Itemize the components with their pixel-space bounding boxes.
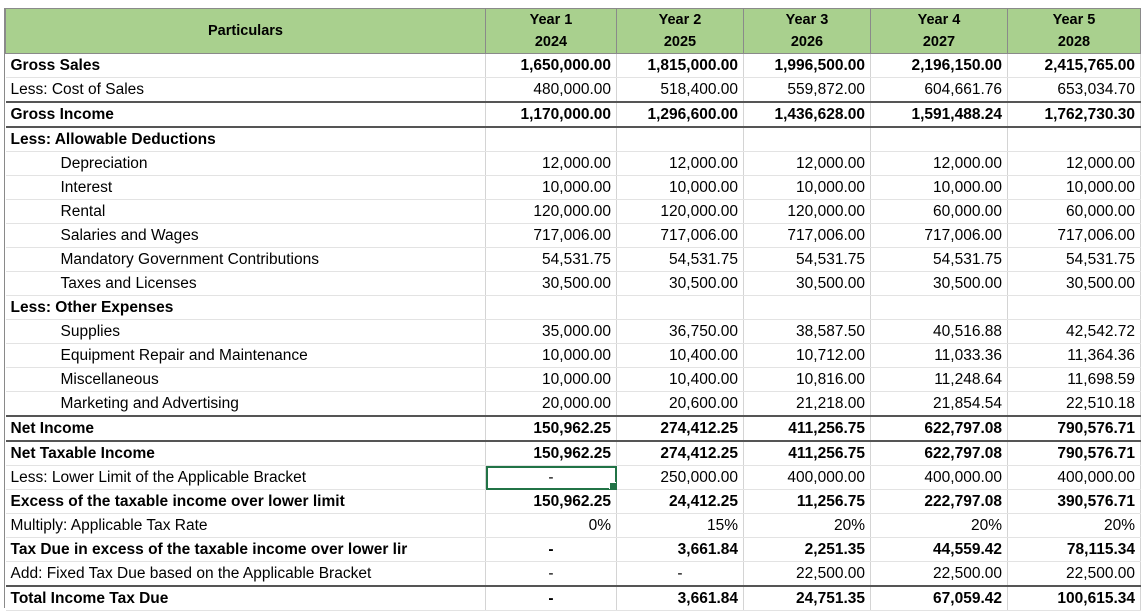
cell-year-2[interactable] (617, 127, 744, 152)
header-year-label[interactable]: Year 3 (744, 9, 871, 32)
row-label[interactable]: Salaries and Wages (6, 224, 486, 248)
cell-year-2[interactable]: 1,296,600.00 (617, 102, 744, 127)
cell-year-5[interactable]: 12,000.00 (1008, 152, 1141, 176)
row-mandatory (6, 248, 1141, 272)
row-excess (6, 490, 1141, 514)
cell-year-5[interactable]: 54,531.75 (1008, 248, 1141, 272)
row-label[interactable]: Gross Income (6, 102, 486, 127)
cell-year-2[interactable] (617, 296, 744, 320)
cell-year-3[interactable]: 10,816.00 (744, 368, 871, 392)
row-label[interactable]: Less: Lower Limit of the Applicable Bracket (6, 466, 486, 490)
row-equipment (6, 344, 1141, 368)
cell-year-2[interactable]: 20,600.00 (617, 392, 744, 417)
cell-year-2[interactable]: - (617, 562, 744, 587)
cell-year-2[interactable]: 3,661.84 (617, 538, 744, 562)
cell-year-4[interactable]: 20% (871, 514, 1008, 538)
cell-year-4[interactable] (871, 127, 1008, 152)
header-year-label[interactable]: Year 5 (1008, 9, 1141, 32)
cell-year-4[interactable]: 67,059.42 (871, 586, 1008, 611)
cell-year-5[interactable]: 100,615.34 (1008, 586, 1141, 611)
cell-year-1[interactable]: 150,962.25 (486, 441, 617, 466)
row-label[interactable]: Total Income Tax Due (6, 586, 486, 611)
cell-year-1[interactable]: 54,531.75 (486, 248, 617, 272)
cell-year-5[interactable]: 790,576.71 (1008, 416, 1141, 441)
cell-year-3[interactable]: 20% (744, 514, 871, 538)
cell-year-3[interactable]: 717,006.00 (744, 224, 871, 248)
cell-year-1[interactable]: - (486, 562, 617, 587)
cell-year-4[interactable]: 60,000.00 (871, 200, 1008, 224)
selected-cell[interactable]: - (486, 466, 617, 490)
cell-year-4[interactable]: 400,000.00 (871, 466, 1008, 490)
header-year-label[interactable]: Year 1 (486, 9, 617, 32)
cell-year-5[interactable]: 60,000.00 (1008, 200, 1141, 224)
row-label[interactable]: Mandatory Government Contributions (6, 248, 486, 272)
row-allowable-deductions (6, 127, 1141, 152)
header-year-value[interactable]: 2024 (486, 31, 617, 54)
cell-year-4[interactable]: 604,661.76 (871, 78, 1008, 103)
cell-year-4[interactable]: 1,591,488.24 (871, 102, 1008, 127)
cell-year-4[interactable]: 40,516.88 (871, 320, 1008, 344)
cell-year-4[interactable]: 11,248.64 (871, 368, 1008, 392)
row-label[interactable]: Excess of the taxable income over lower limit (6, 490, 486, 514)
cell-year-3[interactable]: 38,587.50 (744, 320, 871, 344)
cell-year-1[interactable]: 150,962.25 (486, 416, 617, 441)
cell-year-5[interactable]: 42,542.72 (1008, 320, 1141, 344)
cell-year-1[interactable] (486, 127, 617, 152)
cell-year-2[interactable]: 10,400.00 (617, 368, 744, 392)
row-label[interactable]: Less: Allowable Deductions (6, 127, 486, 152)
header-year-label[interactable]: Year 2 (617, 9, 744, 32)
cell-year-4[interactable]: 22,500.00 (871, 562, 1008, 587)
cell-year-2[interactable]: 15% (617, 514, 744, 538)
cell-year-3[interactable]: 24,751.35 (744, 586, 871, 611)
row-fixed-tax (6, 562, 1141, 587)
row-label[interactable]: Taxes and Licenses (6, 272, 486, 296)
row-label[interactable]: Marketing and Advertising (6, 392, 486, 417)
cell-year-1[interactable]: 0% (486, 514, 617, 538)
row-label[interactable]: Gross Sales (6, 54, 486, 78)
cell-year-2[interactable]: 24,412.25 (617, 490, 744, 514)
cell-year-5[interactable]: 22,500.00 (1008, 562, 1141, 587)
cell-year-1[interactable]: 10,000.00 (486, 344, 617, 368)
header-year-value[interactable]: 2028 (1008, 31, 1141, 54)
row-taxes-licenses (6, 272, 1141, 296)
cell-year-3[interactable]: 21,218.00 (744, 392, 871, 417)
row-tax-rate (6, 514, 1141, 538)
row-net-taxable (6, 441, 1141, 466)
cell-year-4[interactable]: 54,531.75 (871, 248, 1008, 272)
cell-year-1[interactable]: 12,000.00 (486, 152, 617, 176)
cell-year-5[interactable]: 20% (1008, 514, 1141, 538)
cell-year-2[interactable]: 30,500.00 (617, 272, 744, 296)
row-label[interactable]: Rental (6, 200, 486, 224)
cell-year-4[interactable]: 622,797.08 (871, 441, 1008, 466)
cell-year-5[interactable]: 30,500.00 (1008, 272, 1141, 296)
cell-year-3[interactable]: 120,000.00 (744, 200, 871, 224)
cell-year-2[interactable]: 274,412.25 (617, 441, 744, 466)
cell-year-1[interactable]: 30,500.00 (486, 272, 617, 296)
cell-year-1[interactable]: 1,170,000.00 (486, 102, 617, 127)
cell-year-2[interactable]: 120,000.00 (617, 200, 744, 224)
cell-year-4[interactable] (871, 296, 1008, 320)
cell-year-4[interactable]: 12,000.00 (871, 152, 1008, 176)
cell-year-3[interactable]: 12,000.00 (744, 152, 871, 176)
cell-year-5[interactable]: 400,000.00 (1008, 466, 1141, 490)
row-label[interactable]: Tax Due in excess of the taxable income over lower lir (6, 538, 486, 562)
cell-year-3[interactable]: 559,872.00 (744, 78, 871, 103)
cell-year-5[interactable] (1008, 296, 1141, 320)
cell-year-3[interactable]: 2,251.35 (744, 538, 871, 562)
cell-year-5[interactable] (1008, 127, 1141, 152)
row-other-expenses (6, 296, 1141, 320)
row-lower-limit (6, 466, 1141, 490)
cell-year-2[interactable]: 518,400.00 (617, 78, 744, 103)
cell-year-5[interactable]: 22,510.18 (1008, 392, 1141, 417)
header-year-label[interactable]: Year 4 (871, 9, 1008, 32)
cell-year-4[interactable]: 222,797.08 (871, 490, 1008, 514)
cell-year-3[interactable]: 1,996,500.00 (744, 54, 871, 78)
row-cost-of-sales (6, 78, 1141, 103)
cell-year-3[interactable]: 411,256.75 (744, 441, 871, 466)
cell-year-2[interactable]: 250,000.00 (617, 466, 744, 490)
cell-year-3[interactable]: 1,436,628.00 (744, 102, 871, 127)
cell-year-4[interactable]: 717,006.00 (871, 224, 1008, 248)
row-label[interactable]: Interest (6, 176, 486, 200)
cell-year-5[interactable]: 11,364.36 (1008, 344, 1141, 368)
cell-year-2[interactable]: 54,531.75 (617, 248, 744, 272)
cell-year-3[interactable]: 10,712.00 (744, 344, 871, 368)
row-label[interactable]: Less: Cost of Sales (6, 78, 486, 103)
cell-year-1[interactable]: - (486, 538, 617, 562)
cell-year-1[interactable]: 1,650,000.00 (486, 54, 617, 78)
cell-year-4[interactable]: 10,000.00 (871, 176, 1008, 200)
cell-year-4[interactable]: 30,500.00 (871, 272, 1008, 296)
cell-year-4[interactable]: 44,559.42 (871, 538, 1008, 562)
header-year-value[interactable]: 2027 (871, 31, 1008, 54)
cell-year-5[interactable]: 790,576.71 (1008, 441, 1141, 466)
cell-year-5[interactable]: 653,034.70 (1008, 78, 1141, 103)
cell-year-4[interactable]: 21,854.54 (871, 392, 1008, 417)
header-year-value[interactable]: 2026 (744, 31, 871, 54)
row-gross-sales (6, 54, 1141, 78)
cell-year-3[interactable]: 22,500.00 (744, 562, 871, 587)
cell-year-2[interactable]: 36,750.00 (617, 320, 744, 344)
row-label[interactable]: Depreciation (6, 152, 486, 176)
cell-year-3[interactable]: 400,000.00 (744, 466, 871, 490)
row-label[interactable]: Multiply: Applicable Tax Rate (6, 514, 486, 538)
row-label[interactable]: Equipment Repair and Maintenance (6, 344, 486, 368)
cell-year-2[interactable]: 12,000.00 (617, 152, 744, 176)
row-tax-excess (6, 538, 1141, 562)
cell-year-1[interactable]: 10,000.00 (486, 176, 617, 200)
row-label[interactable]: Less: Other Expenses (6, 296, 486, 320)
cell-year-3[interactable]: 30,500.00 (744, 272, 871, 296)
header-year-value[interactable]: 2025 (617, 31, 744, 54)
row-label[interactable]: Net Taxable Income (6, 441, 486, 466)
row-total-tax (6, 586, 1141, 611)
cell-year-3[interactable] (744, 127, 871, 152)
cell-year-5[interactable]: 1,762,730.30 (1008, 102, 1141, 127)
cell-year-2[interactable]: 1,815,000.00 (617, 54, 744, 78)
cell-year-3[interactable]: 10,000.00 (744, 176, 871, 200)
cell-year-1[interactable]: 120,000.00 (486, 200, 617, 224)
row-net-income (6, 416, 1141, 441)
cell-year-1[interactable]: 480,000.00 (486, 78, 617, 103)
cell-year-4[interactable]: 11,033.36 (871, 344, 1008, 368)
row-rental (6, 200, 1141, 224)
cell-year-5[interactable]: 10,000.00 (1008, 176, 1141, 200)
cell-year-1[interactable]: 35,000.00 (486, 320, 617, 344)
cell-year-2[interactable]: 274,412.25 (617, 416, 744, 441)
fill-handle[interactable] (609, 482, 617, 490)
cell-year-1[interactable] (486, 296, 617, 320)
cell-year-4[interactable]: 622,797.08 (871, 416, 1008, 441)
row-depreciation (6, 152, 1141, 176)
header-particulars[interactable]: Particulars (6, 9, 486, 54)
row-marketing (6, 392, 1141, 417)
cell-year-1[interactable]: 717,006.00 (486, 224, 617, 248)
row-supplies (6, 320, 1141, 344)
cell-year-5[interactable]: 78,115.34 (1008, 538, 1141, 562)
cell-year-1[interactable]: - (486, 586, 617, 611)
cell-year-3[interactable] (744, 296, 871, 320)
cell-year-3[interactable]: 411,256.75 (744, 416, 871, 441)
cell-year-5[interactable]: 390,576.71 (1008, 490, 1141, 514)
row-misc (6, 368, 1141, 392)
cell-year-2[interactable]: 3,661.84 (617, 586, 744, 611)
cell-year-3[interactable]: 54,531.75 (744, 248, 871, 272)
cell-year-5[interactable]: 11,698.59 (1008, 368, 1141, 392)
cell-year-4[interactable]: 2,196,150.00 (871, 54, 1008, 78)
cell-year-2[interactable]: 10,000.00 (617, 176, 744, 200)
row-gross-income (6, 102, 1141, 127)
cell-year-5[interactable]: 717,006.00 (1008, 224, 1141, 248)
cell-year-1[interactable]: 150,962.25 (486, 490, 617, 514)
cell-year-1[interactable]: 10,000.00 (486, 368, 617, 392)
row-salaries (6, 224, 1141, 248)
row-interest (6, 176, 1141, 200)
cell-year-5[interactable]: 2,415,765.00 (1008, 54, 1141, 78)
income-tax-table (5, 8, 1141, 611)
row-label[interactable]: Supplies (6, 320, 486, 344)
cell-year-2[interactable]: 717,006.00 (617, 224, 744, 248)
row-label[interactable]: Net Income (6, 416, 486, 441)
cell-year-3[interactable]: 11,256.75 (744, 490, 871, 514)
row-label[interactable]: Add: Fixed Tax Due based on the Applicable Bracket (6, 562, 486, 587)
cell-year-2[interactable]: 10,400.00 (617, 344, 744, 368)
cell-year-1[interactable]: 20,000.00 (486, 392, 617, 417)
row-label[interactable]: Miscellaneous (6, 368, 486, 392)
